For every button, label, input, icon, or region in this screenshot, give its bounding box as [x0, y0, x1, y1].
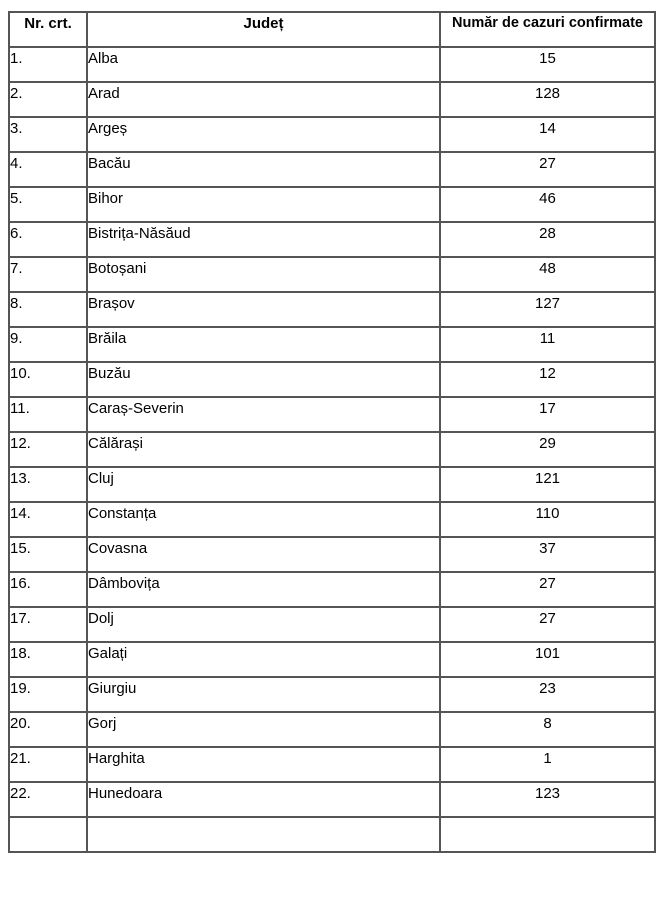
- case-count: 110: [440, 502, 655, 537]
- case-count: 101: [440, 642, 655, 677]
- header-county: Județ: [87, 12, 440, 47]
- row-number: 3.: [9, 117, 87, 152]
- county-name: [87, 817, 440, 852]
- row-number: 21.: [9, 747, 87, 782]
- case-count: 127: [440, 292, 655, 327]
- table-row: [9, 782, 655, 817]
- county-name: Hunedoara: [87, 782, 440, 817]
- case-count: 27: [440, 572, 655, 607]
- row-number: 22.: [9, 782, 87, 817]
- case-count: 121: [440, 467, 655, 502]
- row-number: 15.: [9, 537, 87, 572]
- table-row: [9, 432, 655, 467]
- county-name: Covasna: [87, 537, 440, 572]
- county-name: Constanța: [87, 502, 440, 537]
- row-number: 13.: [9, 467, 87, 502]
- table-row: [9, 642, 655, 677]
- county-name: Bacău: [87, 152, 440, 187]
- row-number: 20.: [9, 712, 87, 747]
- table-row: [9, 117, 655, 152]
- case-count: 46: [440, 187, 655, 222]
- county-name: Botoșani: [87, 257, 440, 292]
- table-row: [9, 502, 655, 537]
- cases-table: [8, 11, 656, 853]
- table-row: [9, 187, 655, 222]
- county-name: Alba: [87, 47, 440, 82]
- row-number: 12.: [9, 432, 87, 467]
- case-count: 128: [440, 82, 655, 117]
- case-count: 27: [440, 607, 655, 642]
- case-count: [440, 817, 655, 852]
- county-name: Bihor: [87, 187, 440, 222]
- row-number: 14.: [9, 502, 87, 537]
- table-row: [9, 222, 655, 257]
- table-row: [9, 362, 655, 397]
- row-number: 7.: [9, 257, 87, 292]
- table-row: [9, 747, 655, 782]
- table-row: [9, 537, 655, 572]
- row-number: 1.: [9, 47, 87, 82]
- county-name: Galați: [87, 642, 440, 677]
- header-row: [9, 12, 655, 47]
- row-number: 5.: [9, 187, 87, 222]
- table-row: [9, 677, 655, 712]
- table-row: [9, 152, 655, 187]
- case-count: 23: [440, 677, 655, 712]
- case-count: 8: [440, 712, 655, 747]
- table-row: [9, 257, 655, 292]
- row-number: 4.: [9, 152, 87, 187]
- table-row: [9, 572, 655, 607]
- county-name: Arad: [87, 82, 440, 117]
- header-nr: Nr. crt.: [9, 12, 87, 47]
- table-row: [9, 327, 655, 362]
- county-name: Caraș-Severin: [87, 397, 440, 432]
- case-count: 28: [440, 222, 655, 257]
- case-count: 15: [440, 47, 655, 82]
- case-count: 27: [440, 152, 655, 187]
- case-count: 17: [440, 397, 655, 432]
- case-count: 29: [440, 432, 655, 467]
- county-name: Călărași: [87, 432, 440, 467]
- header-cases: Număr de cazuri confirmate: [440, 12, 655, 47]
- county-name: Giurgiu: [87, 677, 440, 712]
- row-number: 16.: [9, 572, 87, 607]
- row-number: 10.: [9, 362, 87, 397]
- county-name: Bistrița-Năsăud: [87, 222, 440, 257]
- table-row: [9, 607, 655, 642]
- county-name: Dolj: [87, 607, 440, 642]
- case-count: 37: [440, 537, 655, 572]
- case-count: 12: [440, 362, 655, 397]
- county-name: Buzău: [87, 362, 440, 397]
- case-count: 1: [440, 747, 655, 782]
- row-number: 19.: [9, 677, 87, 712]
- table-row: [9, 82, 655, 117]
- county-name: Brașov: [87, 292, 440, 327]
- case-count: 14: [440, 117, 655, 152]
- case-count: 11: [440, 327, 655, 362]
- row-number: 18.: [9, 642, 87, 677]
- table-row: [9, 467, 655, 502]
- case-count: 48: [440, 257, 655, 292]
- county-name: Brăila: [87, 327, 440, 362]
- case-count: 123: [440, 782, 655, 817]
- table-row: [9, 397, 655, 432]
- row-number: [9, 817, 87, 852]
- county-name: Harghita: [87, 747, 440, 782]
- row-number: 8.: [9, 292, 87, 327]
- county-name: Gorj: [87, 712, 440, 747]
- table-row: [9, 712, 655, 747]
- county-name: Dâmbovița: [87, 572, 440, 607]
- county-name: Argeș: [87, 117, 440, 152]
- row-number: 2.: [9, 82, 87, 117]
- table-row: [9, 292, 655, 327]
- table-row: [9, 817, 655, 852]
- row-number: 17.: [9, 607, 87, 642]
- row-number: 9.: [9, 327, 87, 362]
- county-name: Cluj: [87, 467, 440, 502]
- row-number: 11.: [9, 397, 87, 432]
- row-number: 6.: [9, 222, 87, 257]
- table-row: [9, 47, 655, 82]
